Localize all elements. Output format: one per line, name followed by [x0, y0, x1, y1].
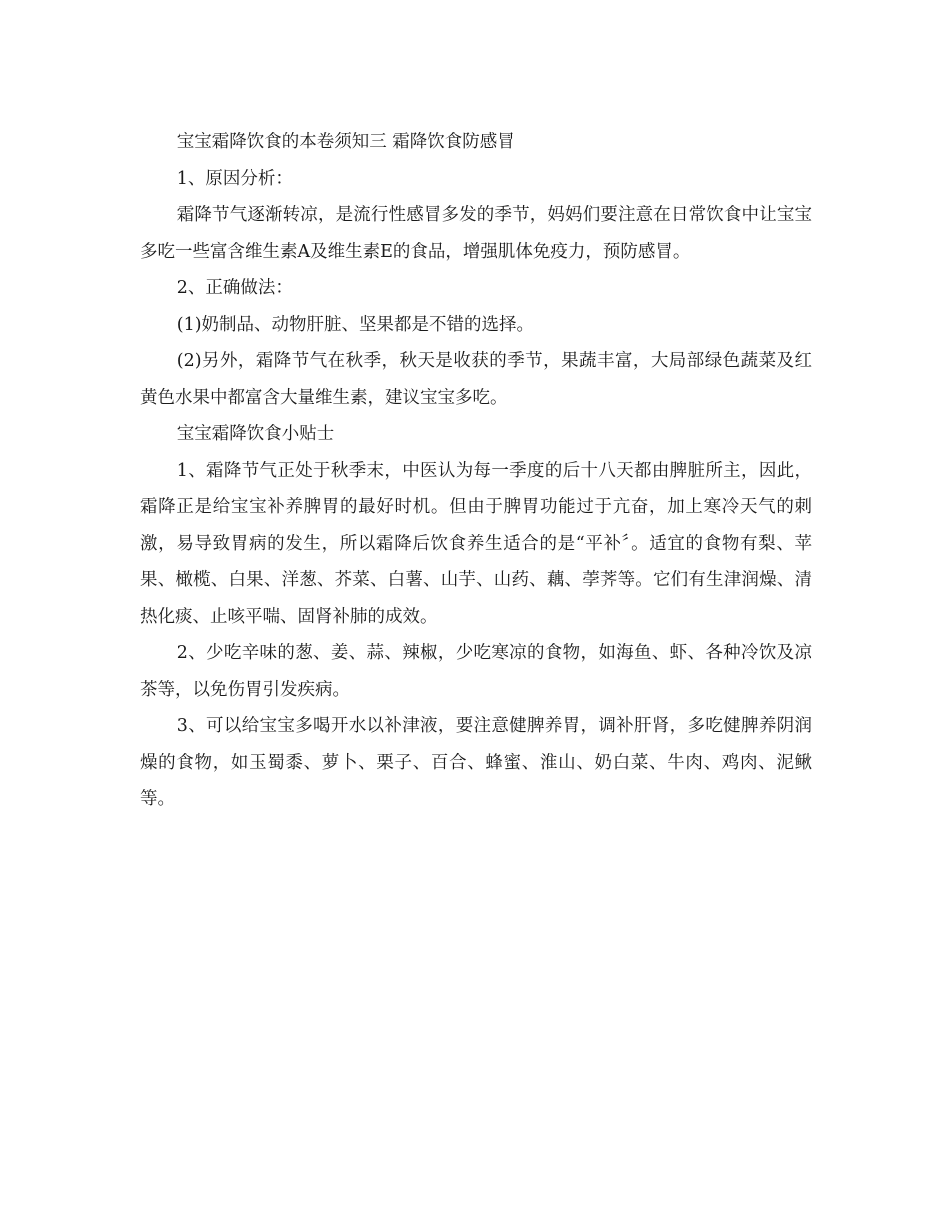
paragraph: 霜降节气逐渐转凉，是流行性感冒多发的季节，妈妈们要注意在日常饮食中让宝宝多吃一些富含维生素A及维生素E的食品，增强肌体免疫力，预防感冒。 — [140, 205, 812, 262]
document-body — [140, 124, 812, 818]
section-heading: 宝宝霜降饮食小贴士 — [176, 424, 335, 444]
subheading: 2、正确做法： — [176, 278, 293, 298]
section-heading: 宝宝霜降饮食的本卷须知三 霜降饮食防感冒 — [176, 132, 515, 152]
paragraph: 1、霜降节气正处于秋季末，中医认为每一季度的后十八天都由脾脏所主，因此，霜降正是给宝宝补养脾胃的最好时机。但由于脾胃功能过于亢奋，加上寒冷天气的刺激，易导致胃病的发生，所以霜降后饮食养生适合的是“平补〞。适宜的食物有梨、苹果、橄榄、白果、洋葱、芥菜、白薯、山芋、山药、藕、荸荠等。它们有生津润燥、清热化痰、止咳平喘、固肾补肺的成效。 — [140, 460, 812, 627]
list-item: (1)奶制品、动物肝脏、坚果都是不错的选择。 — [176, 314, 535, 335]
subheading: 1、原因分析： — [176, 168, 293, 189]
list-item: (2)另外，霜降节气在秋季，秋天是收获的季节，果蔬丰富，大局部绿色蔬菜及红黄色水果中都富含大量维生素，建议宝宝多吃。 — [140, 351, 812, 408]
paragraph: 2、少吃辛味的葱、姜、蒜、辣椒，少吃寒凉的食物，如海鱼、虾、各种冷饮及凉茶等，以免伤胃引发疾病。 — [140, 643, 812, 700]
paragraph: 3、可以给宝宝多喝开水以补津液，要注意健脾养胃，调补肝肾，多吃健脾养阴润燥的食物，如玉蜀黍、萝卜、栗子、百合、蜂蜜、淮山、奶白菜、牛肉、鸡肉、泥鳅等。 — [140, 716, 812, 809]
